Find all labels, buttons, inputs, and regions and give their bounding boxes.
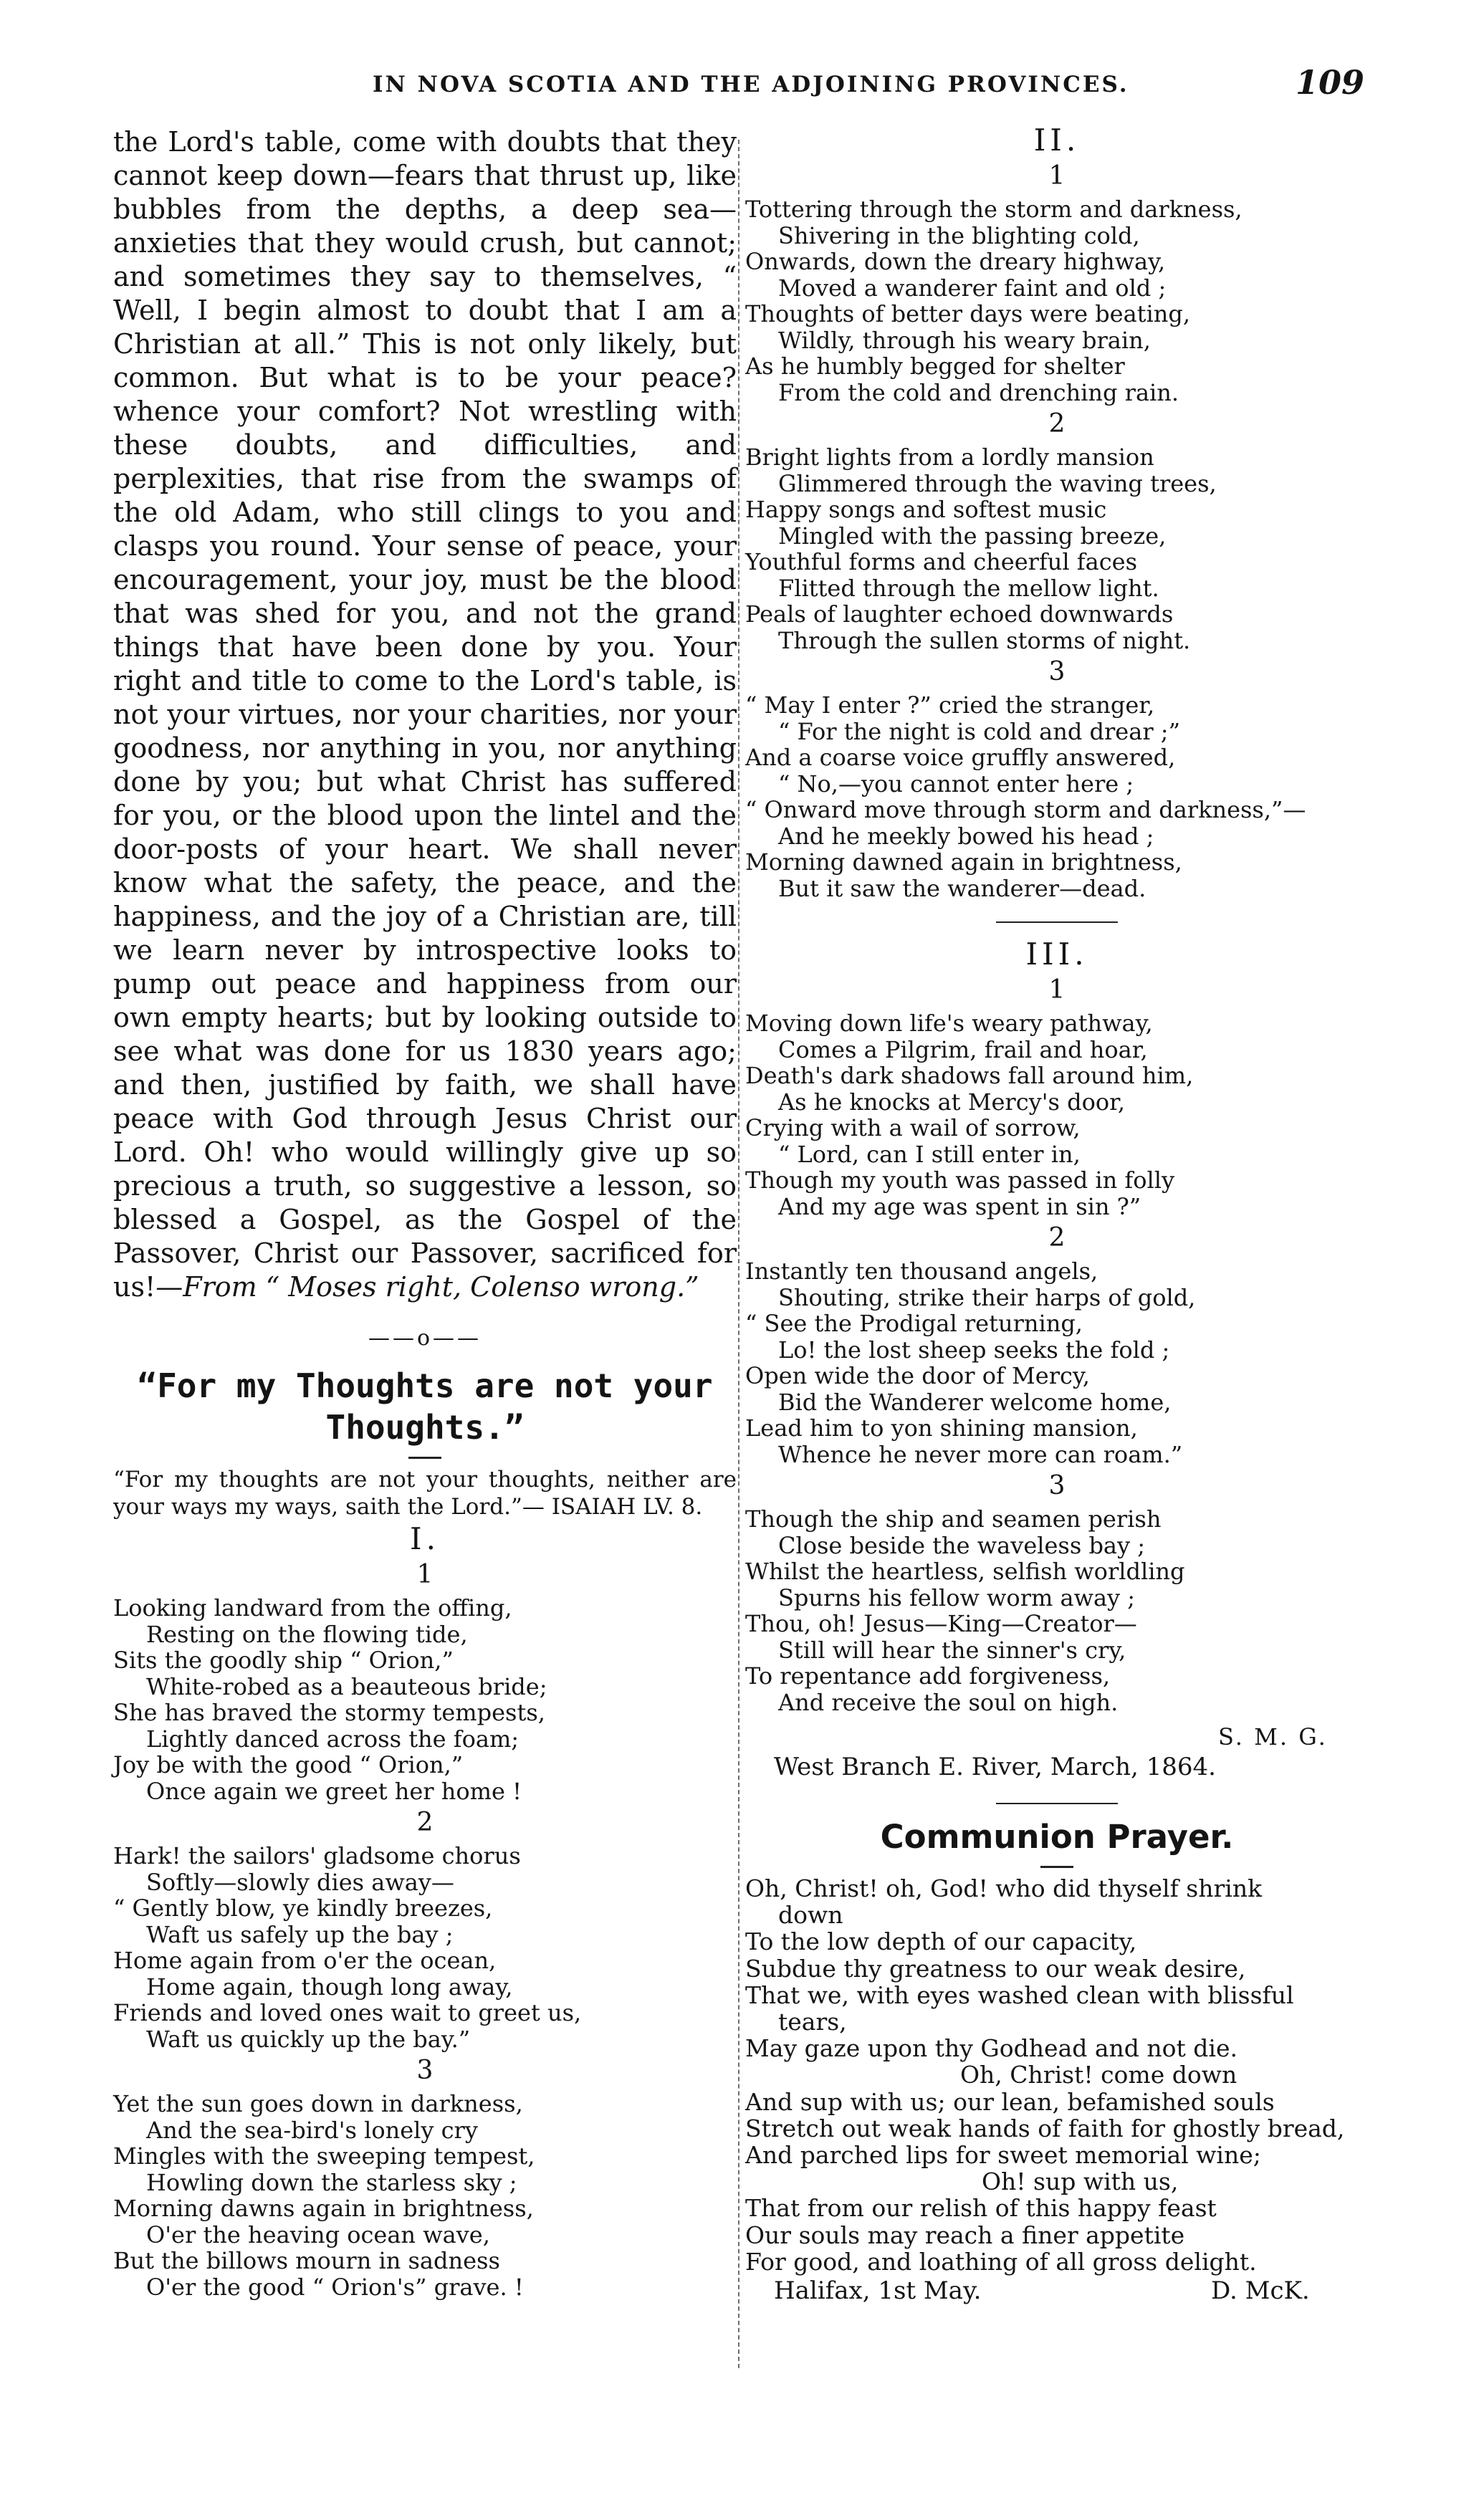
stanza xyxy=(745,1010,1369,1220)
verse-line: Yet the sun goes down in darkness, xyxy=(113,2090,523,2117)
stanza-number: 1 xyxy=(1048,161,1066,191)
verse-line: Morning dawns again in brightness, xyxy=(113,2195,534,2222)
prayer-signature: D. McK. xyxy=(1211,2276,1310,2306)
verse-line: “ Gently blow, ye kindly breezes, xyxy=(113,1895,493,1922)
verse-line: Oh, Christ! oh, God! who did thyself shrink xyxy=(745,1874,1263,1902)
stanza xyxy=(745,196,1369,406)
prose-text: the Lord's table, come with doubts that they cannot keep down—fears that thrust up, like bubbles from the depths, a deep sea—anxieties that they would crush, but cannot; and sometimes they say to themselves, “ Well, I begin almost to doubt that I am a Christian at all.” This is not only likely, but common. But what is to be your peace? whence your comfort? Not wrestling with these doubts, and difficulties, and perplexities, that rise from the swamps of the old Adam, who still clings to you and clasps you round. Your sense of peace, your encouragement, your joy, must be the blood that was shed for you, and not the grand things that have been done by you. Your right and title to come to the Lord's table, is not your virtues, nor your charities, nor your goodness, nor anything in you, nor anything done by you; but what Christ has suffered for you, or the blood upon the lintel and the door-posts of your heart. We shall never know what the safety, the peace, and the happiness, and the joy of a Christian are, till we learn never by introspective looks to pump out peace and happiness from our own empty hearts; but by looking outside to see what was done for us 1830 years ago; and then, justified by faith, we shall have peace with God through Jesus Christ our Lord. Oh! who would willingly give up so precious a truth, so suggestive a lesson, so blessed a Gospel, as the Gospel of the Passover, Christ our Passover, sacrificed for us!— xyxy=(113,126,737,1303)
verse-line: Youthful forms and cheerful faces xyxy=(745,548,1137,575)
verse-line: Though the ship and seamen perish xyxy=(745,1505,1162,1533)
part-number: III. xyxy=(1025,937,1088,972)
stanza xyxy=(745,1506,1369,1715)
poem-dateline: West Branch E. River, March, 1864. xyxy=(774,1753,1216,1781)
verse-line: “ See the Prodigal returning, xyxy=(745,1310,1083,1337)
stanza-number: 2 xyxy=(1048,409,1066,439)
verse-line: “ For the night is cold and drear ;” xyxy=(778,717,1180,745)
verse-line: Lead him to yon shining mansion, xyxy=(745,1414,1138,1442)
verse-line: For good, and loathing of all gross delight. xyxy=(745,2247,1257,2276)
right-column xyxy=(745,122,1369,2305)
stanza-number: 3 xyxy=(1048,657,1066,686)
verse-line: Oh, Christ! come down xyxy=(960,2061,1238,2089)
verse-line: “ Onward move through storm and darkness,”— xyxy=(745,796,1306,823)
verse-line: But the billows mourn in sadness xyxy=(113,2247,500,2274)
verse-line: Moved a wanderer faint and old ; xyxy=(778,274,1167,302)
title-rule xyxy=(408,1457,441,1459)
verse-line: “ No,—you cannot enter here ; xyxy=(778,770,1134,798)
verse-line: Subdue thy greatness to our weak desire, xyxy=(745,1954,1246,1983)
verse-line: “ May I enter ?” cried the stranger, xyxy=(745,691,1155,719)
verse-line: From the cold and drenching rain. xyxy=(778,378,1179,406)
verse-line: And my age was spent in sin ?” xyxy=(778,1192,1141,1220)
verse-line: To repentance add forgiveness, xyxy=(745,1662,1111,1690)
verse-line: Shouting, strike their harps of gold, xyxy=(778,1283,1196,1311)
stanza-number: 2 xyxy=(416,1808,434,1837)
prose-paragraph xyxy=(113,125,737,1304)
section-rule xyxy=(996,1803,1118,1804)
verse-line: Whence he never more can roam.” xyxy=(778,1440,1183,1468)
stanza xyxy=(745,444,1369,653)
verse-line: Morning dawned again in brightness, xyxy=(745,848,1182,876)
verse-line: Thoughts of better days were beating, xyxy=(745,300,1191,327)
verse-line: Spurns his fellow worm away ; xyxy=(778,1584,1136,1611)
verse-line: Onwards, down the dreary highway, xyxy=(745,248,1166,275)
verse-line: Shivering in the blighting cold, xyxy=(778,221,1140,249)
verse-line: Glimmered through the waving trees, xyxy=(778,469,1217,497)
column-divider xyxy=(738,140,739,2368)
prayer-footline xyxy=(745,2276,1369,2305)
stanza xyxy=(113,1843,737,2052)
verse-line: Resting on the flowing tide, xyxy=(146,1620,468,1648)
verse-line: Thou, oh! Jesus—King—Creator— xyxy=(745,1610,1137,1637)
section-ornament: ——o—— xyxy=(368,1326,482,1351)
verse-line: And parched lips for sweet memorial wine; xyxy=(745,2141,1261,2170)
verse-line: Bright lights from a lordly mansion xyxy=(745,444,1154,471)
stanza xyxy=(745,692,1369,901)
verse-line: Instantly ten thousand angels, xyxy=(745,1258,1098,1285)
running-head xyxy=(0,63,1484,113)
running-title: IN NOVA SCOTIA AND THE ADJOINING PROVINCES. xyxy=(373,72,1129,97)
verse-line: Howling down the starless sky ; xyxy=(146,2168,517,2196)
verse-line: As he knocks at Mercy's door, xyxy=(778,1088,1126,1116)
verse-line: Flitted through the mellow light. xyxy=(778,574,1159,602)
verse-line: To the low depth of our capacity, xyxy=(745,1927,1137,1956)
verse-line: Mingled with the passing breeze, xyxy=(778,522,1167,550)
part-number: I. xyxy=(410,1521,440,1556)
verse-line: Our souls may reach a finer appetite xyxy=(745,2221,1185,2249)
verse-line: Through the sullen storms of night. xyxy=(778,626,1191,654)
stanza-number: 1 xyxy=(416,1560,434,1589)
prayer-place-date: Halifax, 1st May. xyxy=(774,2276,982,2306)
verse-line: May gaze upon thy Godhead and not die. xyxy=(745,2034,1238,2063)
verse-line: Whilst the heartless, selfish worldling xyxy=(745,1558,1185,1585)
verse-line: As he humbly begged for shelter xyxy=(745,353,1125,380)
verse-line: That from our relish of this happy feast xyxy=(745,2194,1217,2223)
stanza-number: 3 xyxy=(1048,1471,1066,1500)
poem-signature: S. M. G. xyxy=(1218,1723,1328,1750)
verse-line: She has braved the stormy tempests, xyxy=(113,1699,545,1726)
verse-line: Stretch out weak hands of faith for ghostly bread, xyxy=(745,2114,1345,2142)
verse-line: Joy be with the good “ Orion,” xyxy=(113,1751,464,1778)
verse-line: Open wide the door of Mercy, xyxy=(745,1362,1090,1389)
verse-line: Still will hear the sinner's cry, xyxy=(778,1636,1126,1664)
verse-line: Bid the Wanderer welcome home, xyxy=(778,1388,1172,1416)
verse-line: And receive the soul on high. xyxy=(778,1688,1119,1716)
verse-line: Lightly danced across the foam; xyxy=(146,1725,520,1753)
epigraph: “For my thoughts are not your thoughts, neither are your ways my ways, saith the Lord.”— ISAIAH LV. 8. xyxy=(113,1467,737,1520)
verse-line: Mingles with the sweeping tempest, xyxy=(113,2142,535,2170)
verse-line: And he meekly bowed his head ; xyxy=(778,822,1154,850)
verse-line: Wildly, through his weary brain, xyxy=(778,326,1151,354)
stanza-number: 3 xyxy=(416,2056,434,2085)
prose-citation: From “ Moses right, Colenso wrong.” xyxy=(183,1271,699,1303)
stanza xyxy=(113,2091,737,2300)
stanza-number: 2 xyxy=(1048,1223,1066,1252)
stanza-number: 1 xyxy=(1048,975,1066,1005)
verse-line: Home again, though long away, xyxy=(146,1973,513,2001)
verse-line: And the sea-bird's lonely cry xyxy=(146,2116,478,2144)
verse-line: tears, xyxy=(778,2008,847,2036)
verse-line: But it saw the wanderer—dead. xyxy=(778,874,1146,902)
stanza xyxy=(113,1595,737,1804)
verse-line: Once again we greet her home ! xyxy=(146,1777,522,1805)
communion-prayer-title: Communion Prayer. xyxy=(880,1818,1234,1856)
verse-line: Crying with a wail of sorrow, xyxy=(745,1114,1081,1141)
part-number: II. xyxy=(1033,123,1081,158)
verse-line: Waft us safely up the bay ; xyxy=(146,1920,454,1948)
verse-line: White-robed as a beauteous bride; xyxy=(146,1672,547,1700)
verse-line: Hark! the sailors' gladsome chorus xyxy=(113,1842,521,1869)
verse-line: And a coarse voice gruffly answered, xyxy=(745,744,1176,771)
verse-line: Moving down life's weary pathway, xyxy=(745,1010,1153,1037)
section-rule xyxy=(996,921,1118,923)
verse-line: Happy songs and softest music xyxy=(745,496,1107,523)
verse-line: That we, with eyes washed clean with blissful xyxy=(745,1980,1294,2009)
stanza xyxy=(745,1258,1369,1467)
verse-line: Sits the goodly ship “ Orion,” xyxy=(113,1647,454,1674)
verse-line: O'er the heaving ocean wave, xyxy=(146,2221,490,2248)
verse-line: down xyxy=(778,1901,843,1930)
verse-line: Oh! sup with us, xyxy=(982,2168,1179,2196)
verse-line: Softly—slowly dies away— xyxy=(146,1868,454,1896)
verse-line: Comes a Pilgrim, frail and hoar, xyxy=(778,1035,1148,1063)
verse-line: Tottering through the storm and darkness, xyxy=(745,196,1243,223)
verse-line: Peals of laughter echoed downwards xyxy=(745,600,1174,628)
verse-line: Friends and loved ones wait to greet us, xyxy=(113,1999,582,2026)
verse-line: Looking landward from the offing, xyxy=(113,1594,512,1622)
verse-line: O'er the good “ Orion's” grave. ! xyxy=(146,2273,524,2301)
verse-line: Home again from o'er the ocean, xyxy=(113,1947,497,1974)
page-number: 109 xyxy=(1296,63,1365,102)
verse-line: Death's dark shadows fall around him, xyxy=(745,1062,1194,1089)
verse-line: Lo! the lost sheep seeks the fold ; xyxy=(778,1336,1170,1364)
poem-title: “For my Thoughts are not your Thoughts.” xyxy=(137,1366,713,1447)
verse-line: Though my youth was passed in folly xyxy=(745,1167,1175,1194)
left-column xyxy=(113,125,737,2303)
verse-line: And sup with us; our lean, befamished souls xyxy=(745,2087,1275,2116)
communion-prayer-text xyxy=(745,1875,1369,2275)
verse-line: Close beside the waveless bay ; xyxy=(778,1531,1146,1559)
title-rule xyxy=(1040,1866,1073,1868)
verse-line: “ Lord, can I still enter in, xyxy=(778,1140,1081,1168)
verse-line: Waft us quickly up the bay.” xyxy=(146,2025,471,2053)
